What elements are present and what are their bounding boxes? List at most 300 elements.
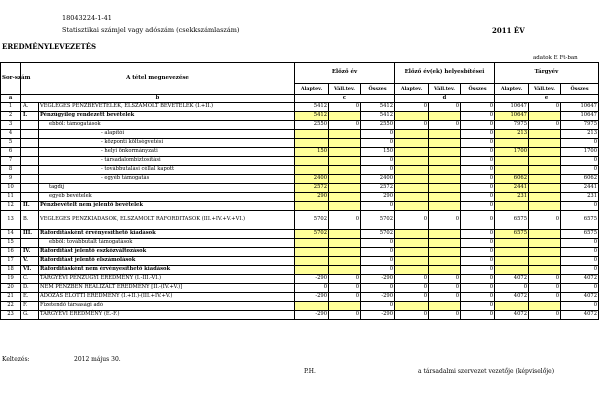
value-cell[interactable] — [529, 166, 561, 175]
row-label: NEM PÉNZBEN REALIZÁLT EREDMÉNY [II.-(IV.+V.)] — [39, 284, 295, 293]
subheader: Összes — [461, 84, 495, 95]
value-cell: 0 — [529, 211, 561, 230]
value-cell: 0 — [461, 166, 495, 175]
value-cell: 4072 — [495, 275, 529, 284]
row-number: 17 — [1, 257, 21, 266]
value-cell[interactable] — [429, 302, 461, 311]
value-cell[interactable] — [395, 257, 429, 266]
row-label: Ráfordításként nem érvényesíthető kiadások — [39, 266, 295, 275]
value-cell: 0 — [561, 166, 599, 175]
tax-id: 18043224-1-41 — [62, 14, 112, 22]
value-cell: 0 — [461, 130, 495, 139]
value-cell: 5702 — [361, 211, 395, 230]
value-cell[interactable] — [329, 230, 361, 239]
subheader: Összes — [361, 84, 395, 95]
row-code — [21, 175, 39, 184]
value-cell[interactable] — [329, 130, 361, 139]
value-cell: 2572 — [361, 184, 395, 193]
value-cell[interactable]: 1700 — [495, 148, 529, 157]
row-number: 10 — [1, 184, 21, 193]
subheader: Váll.tev. — [529, 84, 561, 95]
value-cell: 5412 — [361, 103, 395, 112]
date-label: Keltezés: — [2, 356, 30, 363]
header-targyev: Tárgyév — [495, 63, 599, 84]
income-statement-table — [0, 62, 599, 320]
row-label: Pénzbevételt nem jelentő bevételek — [39, 202, 295, 211]
table-row — [1, 103, 599, 112]
row-code: D. — [21, 284, 39, 293]
value-cell[interactable] — [395, 112, 429, 121]
value-cell[interactable]: 2572 — [295, 184, 329, 193]
value-cell: 4072 — [495, 293, 529, 302]
row-code: E. — [21, 293, 39, 302]
row-label: - társadalombiztosítási — [39, 157, 295, 166]
value-cell[interactable] — [395, 175, 429, 184]
value-cell: 5702 — [295, 211, 329, 230]
value-cell: 0 — [461, 302, 495, 311]
value-cell[interactable] — [495, 239, 529, 248]
table-row — [1, 293, 599, 302]
value-cell[interactable] — [295, 139, 329, 148]
value-cell: 0 — [329, 275, 361, 284]
value-cell: -290 — [361, 293, 395, 302]
column-letter: a — [1, 95, 21, 103]
value-cell[interactable] — [495, 202, 529, 211]
table-row — [1, 302, 599, 311]
value-cell: 0 — [429, 293, 461, 302]
table-row — [1, 184, 599, 193]
value-cell[interactable] — [395, 239, 429, 248]
value-cell[interactable] — [429, 148, 461, 157]
table-row — [1, 166, 599, 175]
value-cell: 0 — [329, 211, 361, 230]
value-cell[interactable] — [329, 148, 361, 157]
row-label: egyéb bevételek — [39, 193, 295, 202]
table-row — [1, 139, 599, 148]
column-letter: c — [295, 95, 395, 103]
value-cell[interactable] — [395, 148, 429, 157]
value-cell: 0 — [529, 275, 561, 284]
row-number: 3 — [1, 121, 21, 130]
value-cell: 0 — [561, 202, 599, 211]
value-cell[interactable] — [429, 202, 461, 211]
value-cell[interactable] — [395, 130, 429, 139]
table-row — [1, 248, 599, 257]
value-cell: -290 — [295, 275, 329, 284]
row-code: C. — [21, 275, 39, 284]
value-cell: 150 — [361, 148, 395, 157]
value-cell[interactable] — [329, 112, 361, 121]
value-cell[interactable] — [329, 166, 361, 175]
value-cell: 0 — [461, 248, 495, 257]
value-cell: 0 — [561, 284, 599, 293]
value-cell: 0 — [361, 284, 395, 293]
value-cell: 231 — [561, 193, 599, 202]
row-code — [21, 139, 39, 148]
value-cell: 0 — [295, 284, 329, 293]
value-cell: 0 — [361, 239, 395, 248]
value-cell: 2550 — [295, 121, 329, 130]
value-cell: 0 — [461, 184, 495, 193]
header-sorszam: Sor-szám — [1, 63, 21, 95]
row-code — [21, 193, 39, 202]
row-number: 19 — [1, 275, 21, 284]
value-cell[interactable] — [395, 302, 429, 311]
value-cell: 7975 — [495, 121, 529, 130]
value-cell[interactable] — [395, 202, 429, 211]
value-cell[interactable] — [495, 257, 529, 266]
row-code: III. — [21, 230, 39, 239]
value-cell: 0 — [529, 121, 561, 130]
tax-id-caption: Statisztikai számjel vagy adószám (csekkszámlaszám) — [62, 26, 240, 34]
value-cell[interactable] — [329, 266, 361, 275]
value-cell: 0 — [461, 211, 495, 230]
table-row — [1, 193, 599, 202]
value-cell[interactable] — [529, 266, 561, 275]
value-cell: 0 — [561, 139, 599, 148]
stamp-placeholder: P.H. — [304, 368, 316, 375]
value-cell: 0 — [461, 175, 495, 184]
value-cell: -290 — [361, 275, 395, 284]
value-cell[interactable] — [529, 175, 561, 184]
value-cell: 0 — [329, 284, 361, 293]
value-cell[interactable] — [429, 112, 461, 121]
row-code: G. — [21, 311, 39, 320]
row-code — [21, 130, 39, 139]
value-cell[interactable] — [329, 239, 361, 248]
value-cell[interactable] — [529, 239, 561, 248]
value-cell: 0 — [461, 103, 495, 112]
value-cell: 0 — [361, 302, 395, 311]
row-code — [21, 184, 39, 193]
value-cell[interactable]: 290 — [295, 193, 329, 202]
value-cell: 0 — [395, 293, 429, 302]
value-cell[interactable] — [295, 239, 329, 248]
value-cell[interactable] — [495, 166, 529, 175]
row-number: 18 — [1, 266, 21, 275]
value-cell[interactable] — [295, 202, 329, 211]
value-cell: 0 — [361, 139, 395, 148]
value-cell[interactable] — [295, 130, 329, 139]
value-cell[interactable] — [495, 248, 529, 257]
value-cell: 0 — [561, 302, 599, 311]
value-cell: 6062 — [561, 175, 599, 184]
value-cell[interactable] — [395, 184, 429, 193]
row-number: 23 — [1, 311, 21, 320]
value-cell: 0 — [395, 275, 429, 284]
subheader: Összes — [561, 84, 599, 95]
value-cell: 0 — [461, 193, 495, 202]
row-code: I. — [21, 112, 39, 121]
value-cell: -290 — [295, 311, 329, 320]
value-cell: 2441 — [561, 184, 599, 193]
value-cell[interactable] — [395, 266, 429, 275]
row-label: Fizetendő társasági adó — [39, 302, 295, 311]
value-cell: 0 — [561, 257, 599, 266]
value-cell: 0 — [429, 121, 461, 130]
value-cell: 2400 — [361, 175, 395, 184]
value-cell: 0 — [361, 202, 395, 211]
value-cell[interactable] — [529, 139, 561, 148]
row-number: 22 — [1, 302, 21, 311]
subheader: Váll.tev. — [329, 84, 361, 95]
value-cell: 0 — [461, 139, 495, 148]
value-cell: 0 — [329, 121, 361, 130]
value-cell[interactable] — [329, 157, 361, 166]
row-label: Ráfordítást jelentő eszközváltozások — [39, 248, 295, 257]
value-cell: 0 — [461, 230, 495, 239]
value-cell[interactable] — [429, 266, 461, 275]
row-code: VI. — [21, 266, 39, 275]
row-label: ebből: továbbutalt támogatások — [39, 239, 295, 248]
value-cell: 0 — [461, 112, 495, 121]
value-cell: 0 — [461, 239, 495, 248]
row-label: - helyi önkormányzati — [39, 148, 295, 157]
value-cell: 10647 — [495, 103, 529, 112]
value-cell: 6575 — [495, 211, 529, 230]
value-cell[interactable] — [495, 157, 529, 166]
value-cell: 0 — [429, 311, 461, 320]
row-number: 7 — [1, 157, 21, 166]
value-cell: 0 — [429, 211, 461, 230]
value-cell[interactable]: 2441 — [495, 184, 529, 193]
value-cell[interactable] — [495, 266, 529, 275]
value-cell: 0 — [529, 311, 561, 320]
value-cell[interactable] — [495, 139, 529, 148]
row-label: tagdíj — [39, 184, 295, 193]
value-cell: 0 — [461, 121, 495, 130]
row-number: 12 — [1, 202, 21, 211]
value-cell: 0 — [361, 257, 395, 266]
value-cell[interactable] — [429, 239, 461, 248]
table-row — [1, 266, 599, 275]
subheader: Váll.tev. — [429, 84, 461, 95]
table-row — [1, 284, 599, 293]
value-cell: 6575 — [561, 230, 599, 239]
value-cell[interactable] — [329, 184, 361, 193]
value-cell: 10647 — [561, 103, 599, 112]
value-cell: 2550 — [361, 121, 395, 130]
value-cell[interactable]: 150 — [295, 148, 329, 157]
value-cell[interactable] — [429, 193, 461, 202]
value-cell[interactable] — [529, 193, 561, 202]
subheader: Alaptev. — [295, 84, 329, 95]
value-cell[interactable] — [495, 302, 529, 311]
row-label: Pénzügyileg rendezett bevételek — [39, 112, 295, 121]
value-cell: 213 — [561, 130, 599, 139]
value-cell: 0 — [529, 284, 561, 293]
row-number: 6 — [1, 148, 21, 157]
value-cell: 4072 — [495, 311, 529, 320]
row-number: 16 — [1, 248, 21, 257]
value-cell[interactable] — [529, 130, 561, 139]
row-number: 15 — [1, 239, 21, 248]
value-cell[interactable]: 5702 — [295, 230, 329, 239]
row-label: ADÓZÁS ELŐTTI EREDMÉNY (I.+II.)-(III.+IV.+V.) — [39, 293, 295, 302]
value-cell[interactable] — [429, 130, 461, 139]
row-code: F. — [21, 302, 39, 311]
row-label: Ráfordításként érvényesíthető kiadások — [39, 230, 295, 239]
value-cell: 0 — [361, 157, 395, 166]
value-cell[interactable]: 6062 — [495, 175, 529, 184]
value-cell[interactable] — [529, 230, 561, 239]
value-cell[interactable] — [429, 257, 461, 266]
value-cell[interactable] — [429, 139, 461, 148]
value-cell: 0 — [561, 266, 599, 275]
value-cell[interactable] — [395, 139, 429, 148]
value-cell[interactable] — [295, 266, 329, 275]
value-cell: 0 — [361, 248, 395, 257]
value-cell: 0 — [461, 266, 495, 275]
value-cell: 0 — [329, 311, 361, 320]
value-cell[interactable] — [329, 175, 361, 184]
column-letter: d — [395, 95, 495, 103]
value-cell[interactable] — [429, 166, 461, 175]
value-cell[interactable]: 213 — [495, 130, 529, 139]
table-row — [1, 275, 599, 284]
value-cell: 0 — [461, 148, 495, 157]
page-title: EREDMÉNYLEVEZETÉS — [2, 42, 97, 51]
value-cell[interactable] — [395, 248, 429, 257]
value-cell[interactable] — [295, 157, 329, 166]
table-row — [1, 148, 599, 157]
row-number: 11 — [1, 193, 21, 202]
value-cell: 0 — [361, 166, 395, 175]
value-cell: 0 — [429, 284, 461, 293]
value-cell: 5412 — [295, 103, 329, 112]
value-cell[interactable] — [529, 184, 561, 193]
value-cell[interactable] — [329, 248, 361, 257]
value-cell: 4072 — [561, 311, 599, 320]
row-number: 9 — [1, 175, 21, 184]
column-letter: b — [21, 95, 295, 103]
value-cell[interactable] — [295, 302, 329, 311]
row-code: IV. — [21, 248, 39, 257]
row-label: VEGLEGES PENZKIADASOK, ELSZAMOLT RAFORDITASOK (III.+IV.+V.+VI.) — [39, 211, 295, 230]
value-cell: 0 — [461, 202, 495, 211]
table-row — [1, 175, 599, 184]
value-cell[interactable] — [429, 157, 461, 166]
value-cell[interactable]: 5412 — [295, 112, 329, 121]
column-letter: e — [495, 95, 599, 103]
value-cell: 6575 — [561, 211, 599, 230]
value-cell[interactable] — [429, 175, 461, 184]
value-cell: 0 — [529, 293, 561, 302]
row-label: - egyéb támogatás — [39, 175, 295, 184]
value-cell[interactable] — [529, 157, 561, 166]
row-label: - központi költségvetési — [39, 139, 295, 148]
row-number: 14 — [1, 230, 21, 239]
row-code: II. — [21, 202, 39, 211]
value-cell[interactable] — [329, 257, 361, 266]
value-cell[interactable] — [529, 257, 561, 266]
row-number: 4 — [1, 130, 21, 139]
value-cell[interactable] — [329, 139, 361, 148]
value-cell[interactable] — [395, 193, 429, 202]
row-code — [21, 166, 39, 175]
unit-note: adatok E Ft-ban — [533, 55, 578, 61]
value-cell[interactable] — [295, 257, 329, 266]
value-cell[interactable] — [329, 202, 361, 211]
value-cell: 0 — [461, 257, 495, 266]
value-cell[interactable] — [295, 166, 329, 175]
row-code: B. — [21, 211, 39, 230]
value-cell: 0 — [561, 157, 599, 166]
value-cell: 0 — [395, 121, 429, 130]
value-cell[interactable] — [329, 302, 361, 311]
value-cell: 0 — [429, 275, 461, 284]
value-cell[interactable] — [429, 230, 461, 239]
value-cell[interactable] — [529, 148, 561, 157]
value-cell: 0 — [561, 248, 599, 257]
value-cell[interactable] — [329, 193, 361, 202]
row-label: - továbbutalási céllal kapott — [39, 166, 295, 175]
value-cell: 0 — [461, 275, 495, 284]
value-cell: 0 — [461, 284, 495, 293]
row-label: Ráfordítást jelentő elszámolások — [39, 257, 295, 266]
row-number: 2 — [1, 112, 21, 121]
value-cell: 0 — [395, 211, 429, 230]
subheader: Alaptev. — [495, 84, 529, 95]
table-row — [1, 112, 599, 121]
value-cell[interactable]: 2400 — [295, 175, 329, 184]
value-cell[interactable] — [529, 202, 561, 211]
value-cell: 290 — [361, 193, 395, 202]
value-cell[interactable] — [395, 230, 429, 239]
value-cell[interactable] — [429, 248, 461, 257]
value-cell[interactable] — [529, 302, 561, 311]
document-footer — [0, 356, 600, 416]
value-cell[interactable] — [429, 184, 461, 193]
row-number: 13 — [1, 211, 21, 230]
value-cell: 0 — [361, 130, 395, 139]
row-label: VEGLEGES PENZBEVETELEK, ELSZAMOLT BEVETELEK (I.+II.) — [39, 103, 295, 112]
value-cell: 0 — [329, 293, 361, 302]
row-label: ebből: támogatások — [39, 121, 295, 130]
value-cell: 7975 — [561, 121, 599, 130]
value-cell[interactable]: 10647 — [495, 112, 529, 121]
value-cell: 4072 — [561, 275, 599, 284]
row-number: 5 — [1, 139, 21, 148]
table-row — [1, 130, 599, 139]
value-cell: 0 — [361, 266, 395, 275]
value-cell: 5702 — [361, 230, 395, 239]
row-label: TÁRGYÉVI EREDMÉNY (E.-F.) — [39, 311, 295, 320]
row-label: TÁRGYÉVI PÉNZÜGYI EREDMÉNY (I.-III.-VI.) — [39, 275, 295, 284]
value-cell: 0 — [461, 293, 495, 302]
table-row — [1, 311, 599, 320]
value-cell[interactable] — [395, 157, 429, 166]
table-row — [1, 239, 599, 248]
table-row — [1, 157, 599, 166]
row-number: 1 — [1, 103, 21, 112]
row-label: - alapítói — [39, 130, 295, 139]
value-cell: -290 — [295, 293, 329, 302]
value-cell: 0 — [395, 284, 429, 293]
value-cell[interactable] — [295, 248, 329, 257]
row-code: V. — [21, 257, 39, 266]
value-cell[interactable] — [529, 112, 561, 121]
value-cell[interactable] — [529, 248, 561, 257]
value-cell[interactable]: 231 — [495, 193, 529, 202]
row-code: A. — [21, 103, 39, 112]
table-row — [1, 211, 599, 230]
value-cell[interactable] — [395, 166, 429, 175]
header-elozo: Előző év — [295, 63, 395, 84]
value-cell: -290 — [361, 311, 395, 320]
value-cell[interactable]: 6575 — [495, 230, 529, 239]
value-cell: 1700 — [561, 148, 599, 157]
